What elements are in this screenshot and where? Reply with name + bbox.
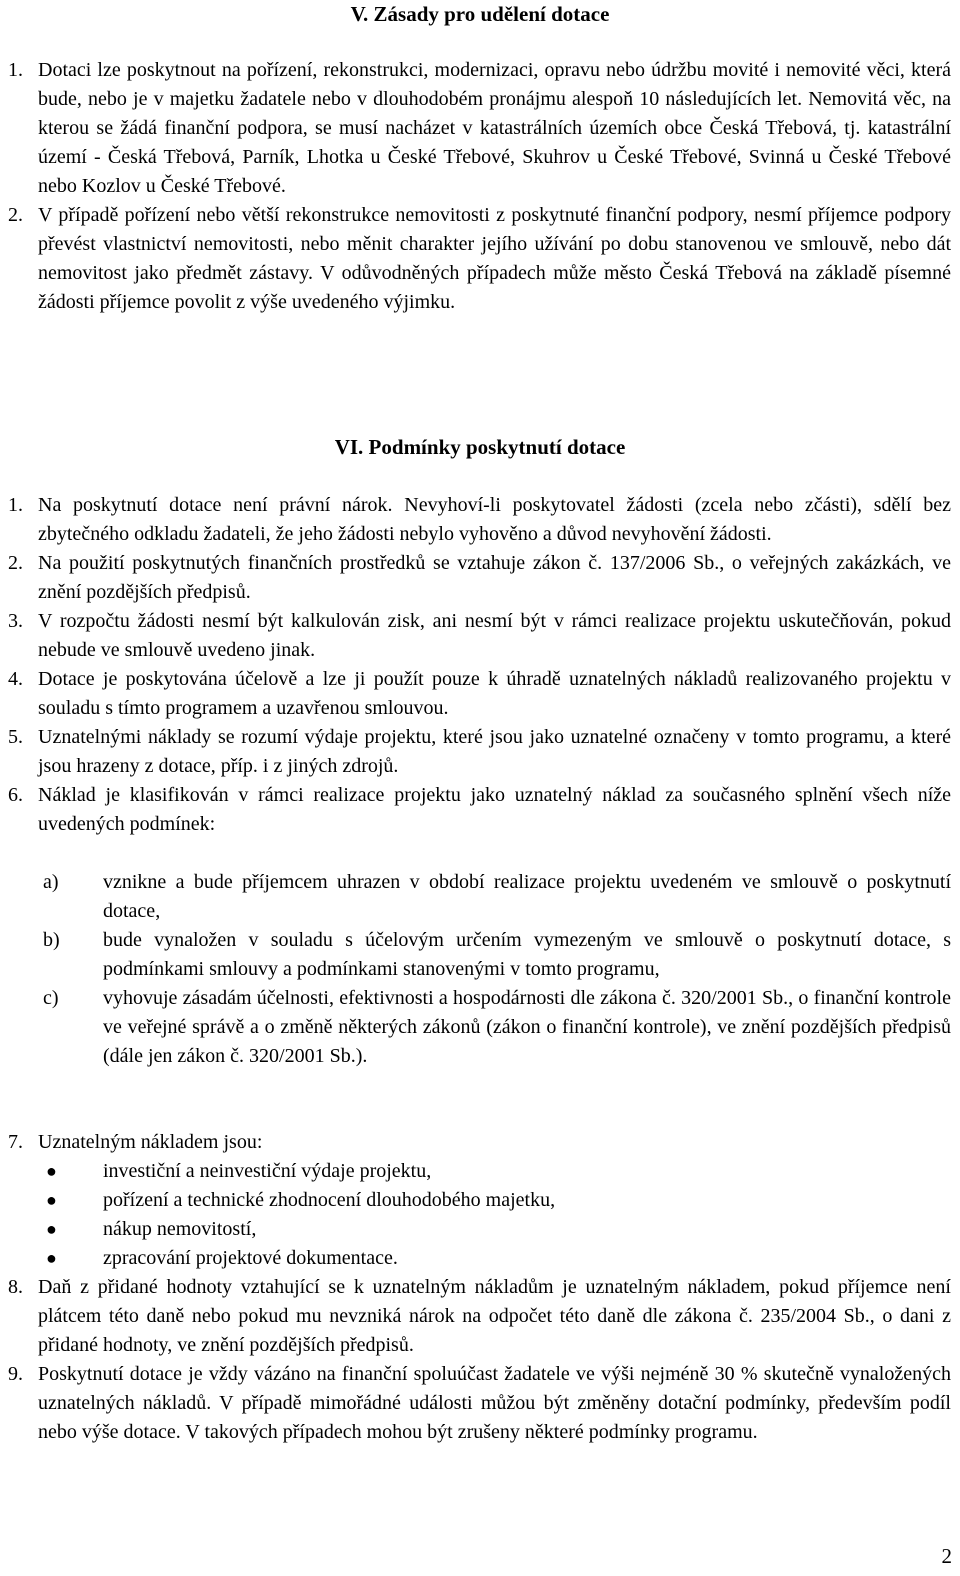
bullet-icon: ●	[46, 1219, 57, 1239]
bullet-item	[8, 1157, 951, 1186]
item-number: 9.	[8, 1363, 23, 1385]
list-item	[8, 56, 951, 201]
list-item	[8, 665, 951, 723]
item-text: Uznatelnými náklady se rozumí výdaje projektu, které jsou jako uznatelné označeny v tomto programu, a které jsou hrazeny z dotace, příp. i z jiných zdrojů.	[38, 726, 951, 777]
sub-item-label: a)	[43, 871, 59, 893]
bullet-text: investiční a neinvestiční výdaje projektu,	[103, 1160, 432, 1182]
section-6-list-continued	[8, 1128, 951, 1447]
sub-list-item	[8, 868, 951, 926]
section-6-list	[8, 491, 951, 839]
item-number: 3.	[8, 610, 23, 632]
sub-item-text: vyhovuje zásadám účelnosti, efektivnosti a hospodárnosti dle zákona č. 320/2001 Sb., o finanční kontrole ve veřejné správě a o změně některých zákonů (zákon o finanční kontrole), ve znění pozdějších předpisů (dále jen zákon č. 320/2001 Sb.).	[103, 987, 951, 1067]
item-text: Dotace je poskytována účelově a lze ji použít pouze k úhradě uznatelných nákladů realizovaného projektu v souladu s tímto programem a uzavřenou smlouvou.	[38, 668, 951, 719]
list-item	[8, 1273, 951, 1360]
bullet-item	[8, 1215, 951, 1244]
item-text: Na použití poskytnutých finančních prostředků se vztahuje zákon č. 137/2006 Sb., o veřejných zakázkách, ve znění pozdějších předpisů.	[38, 552, 951, 603]
bullet-item	[8, 1186, 951, 1215]
page-number: 2	[941, 1544, 952, 1568]
item-number: 7.	[8, 1131, 23, 1153]
list-item	[8, 201, 951, 317]
item-text: Dotaci lze poskytnout na pořízení, rekonstrukci, modernizaci, opravu nebo údržbu movité i nemovité věci, která bude, nebo je v majetku žadatele nebo v dlouhodobém pronájmu alespoň 10 následujících let. Nemovitá věc, na kterou se žádá finanční podpora, se musí nacházet v katastrálních územích obce Česká Třebová, tj. katastrální území - Česká Třebová, Parník, Lhotka u České Třebové, Skuhrov u České Třebové, Svinná u České Třebové nebo Kozlov u České Třebové.	[38, 59, 951, 197]
list-item	[8, 1360, 951, 1447]
item-text: V případě pořízení nebo větší rekonstrukce nemovitosti z poskytnuté finanční podpory, nesmí příjemce podpory převést vlastnictví nemovitosti, nebo měnit charakter jejího užívání po dobu stanovenou ve smlouvě, nebo dát nemovitost jako předmět zástavy. V odůvodněných případech může město Česká Třebová na základě písemné žádosti příjemce povolit z výše uvedeného výjimku.	[38, 204, 951, 313]
list-item	[8, 491, 951, 549]
bullet-icon: ●	[46, 1190, 57, 1210]
sub-item-text: vznikne a bude příjemcem uhrazen v období realizace projektu uvedeném ve smlouvě o poskytnutí dotace,	[103, 871, 951, 922]
item-text: Náklad je klasifikován v rámci realizace projektu jako uznatelný náklad za současného splnění všech níže uvedených podmínek:	[38, 784, 951, 835]
item-text: Poskytnutí dotace je vždy vázáno na finanční spoluúčast žadatele ve výši nejméně 30 % skutečně vynaložených uznatelných nákladů. V případě mimořádné události můžou být změněny dotační podmínky, především podíl nebo výše dotace. V takových případech mohou být zrušeny některé podmínky programu.	[38, 1363, 951, 1443]
bullet-text: zpracování projektové dokumentace.	[103, 1247, 398, 1269]
bullet-item	[8, 1244, 951, 1273]
list-item	[8, 781, 951, 839]
item-number: 8.	[8, 1276, 23, 1298]
item-number: 1.	[8, 59, 23, 81]
bullet-text: nákup nemovitostí,	[103, 1218, 257, 1240]
item-number: 1.	[8, 494, 23, 516]
section-5-list	[8, 56, 951, 317]
item-number: 6.	[8, 784, 23, 806]
item-number: 2.	[8, 204, 23, 226]
item-number: 4.	[8, 668, 23, 690]
item-text: Daň z přidané hodnoty vztahující se k uznatelným nákladům je uznatelným nákladem, pokud příjemce není plátcem této daně nebo pokud mu nevzniká nárok na odpočet této daně dle zákona č. 235/2004 Sb., o dani z přidané hodnoty, ve znění pozdějších předpisů.	[38, 1276, 951, 1356]
item-text: Uznatelným nákladem jsou:	[38, 1131, 263, 1153]
bullet-icon: ●	[46, 1161, 57, 1181]
item-number: 5.	[8, 726, 23, 748]
item-number: 2.	[8, 552, 23, 574]
list-item	[8, 1128, 951, 1157]
bullet-text: pořízení a technické zhodnocení dlouhodobého majetku,	[103, 1189, 556, 1211]
list-item	[8, 549, 951, 607]
item-text: Na poskytnutí dotace není právní nárok. Nevyhoví-li poskytovatel žádosti (zcela nebo zčásti), sdělí bez zbytečného odkladu žadateli, že jeho žádosti nebylo vyhověno a důvod nevyhovění žádosti.	[38, 494, 951, 545]
bullet-icon: ●	[46, 1248, 57, 1268]
sub-item-label: b)	[43, 929, 60, 951]
list-item	[8, 607, 951, 665]
section-6-sublist	[8, 868, 951, 1071]
section-6-title: VI. Podmínky poskytnutí dotace	[334, 435, 626, 459]
list-item	[8, 723, 951, 781]
sub-list-item	[8, 984, 951, 1071]
item-text: V rozpočtu žádosti nesmí být kalkulován zisk, ani nesmí být v rámci realizace projektu uskutečňován, pokud nebude ve smlouvě uvedeno jinak.	[38, 610, 951, 661]
section-5-title: V. Zásady pro udělení dotace	[350, 2, 610, 26]
sub-list-item	[8, 926, 951, 984]
sub-item-text: bude vynaložen v souladu s účelovým určením vymezeným ve smlouvě o poskytnutí dotace, s podmínkami smlouvy a podmínkami stanovenými v tomto programu,	[103, 929, 951, 980]
sub-item-label: c)	[43, 987, 59, 1009]
